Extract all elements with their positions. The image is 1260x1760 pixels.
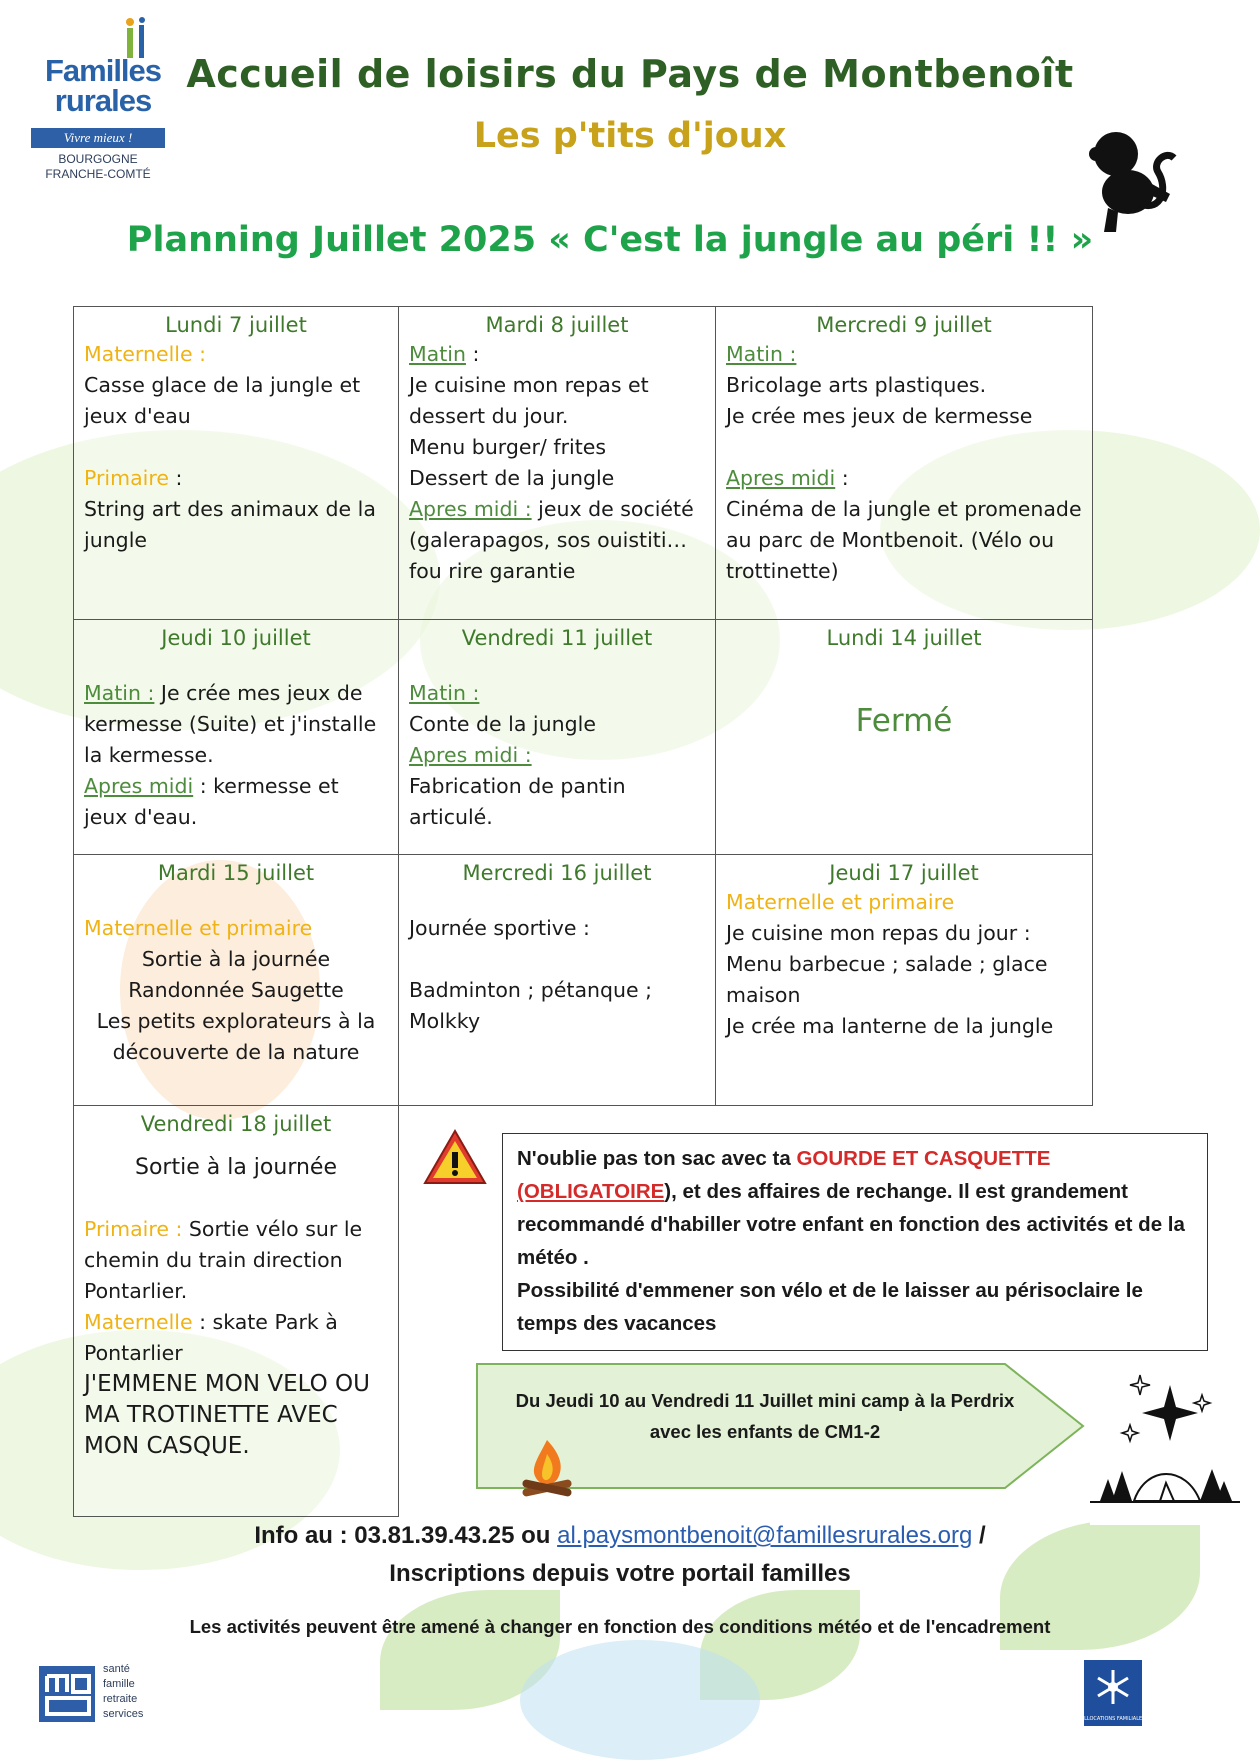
page-title: Accueil de loisirs du Pays de Montbenoît: [186, 52, 1074, 96]
activity-text: Cinéma de la jungle et promenade au parc de Montbenoit. (Vélo ou trottinette): [726, 497, 1089, 583]
activity-text: Je cuisine mon repas du jour : Menu barbecue ; salade ; glace maison Je crée ma lanterne de la jungle: [726, 921, 1054, 1038]
caf-label: ALLOCATIONS FAMILIALES: [1080, 1716, 1146, 1722]
reminder-highlight: GOURDE ET CASQUETTE: [796, 1147, 1051, 1170]
activity-text: Journée sportive :: [409, 916, 590, 940]
warning-icon: [422, 1128, 488, 1186]
day-heading: Lundi 7 juillet: [165, 313, 307, 337]
label-apres-midi: Apres midi: [726, 466, 836, 490]
reminder-text: N'oublie pas ton sac avec ta GOURDE ET CASQUETTE (OBLIGATOIRE), et des affaires de rechange. Il est grandement recommandé d'habiller votre enfant en fonction des activités et de la météo .: [517, 1147, 1185, 1269]
activity-text: Fabrication de pantin articulé.: [409, 774, 633, 829]
logo-tagline: Vivre mieux !: [31, 128, 165, 148]
label-apres-midi: Apres midi: [84, 774, 194, 798]
msa-logo: [35, 1646, 165, 1742]
activity-text: : skate Park à Pontarlier: [84, 1310, 338, 1365]
label-apres-midi: Apres midi :: [409, 497, 532, 521]
monkey-silhouette-icon: [1078, 128, 1178, 240]
activity-text: Casse glace de la jungle et jeux d'eau: [84, 373, 367, 428]
snowflake-icon: [1080, 1660, 1146, 1726]
label-separator: :: [168, 466, 183, 490]
day-heading: Jeudi 17 juillet: [829, 861, 979, 885]
label-matin: Matin :: [726, 342, 797, 366]
activity-text: Conte de la jungle: [409, 712, 596, 736]
day-heading: Lundi 14 juillet: [826, 626, 982, 650]
label-primaire: Primaire :: [84, 1217, 183, 1241]
msa-label: santé famille retraite services: [103, 1663, 144, 1720]
label-maternelle: Maternelle: [84, 1310, 193, 1334]
msa-letters-icon: [39, 1666, 95, 1722]
page-subtitle: Les p'tits d'joux: [473, 116, 787, 156]
activity-text: String art des animaux de la jungle: [84, 497, 383, 552]
day-cell-lundi-7: [73, 306, 399, 620]
day-cell-lundi-14: [715, 619, 1093, 855]
day-heading: Mercredi 9 juillet: [816, 313, 992, 337]
caf-logo: [1046, 1652, 1180, 1734]
camp-announcement: Du Jeudi 10 au Vendredi 11 Juillet mini camp à la Perdrix avec les enfants de CM1-2: [515, 1390, 1015, 1442]
reminder-box: [502, 1133, 1208, 1351]
contact-email-link[interactable]: al.paysmontbenoit@famillesrurales.org: [557, 1522, 973, 1549]
activity-text: Je cuisine mon repas et dessert du jour. Menu burger/ frites Dessert de la jungle: [409, 373, 649, 490]
caf-mark: [1080, 1660, 1146, 1726]
activity-text: Je crée mes jeux de kermesse (Suite) et j'installe la kermesse.: [84, 681, 377, 767]
contact-phone: Info au : 03.81.39.43.25 ou: [254, 1522, 558, 1549]
label-matin: Matin :: [409, 681, 480, 705]
activity-text: : kermesse et jeux d'eau.: [84, 774, 339, 829]
label-separator: :: [835, 466, 849, 490]
disclaimer-note: Les activités peuvent être amené à changer en fonction des conditions météo et de l'encadrement: [189, 1616, 1051, 1637]
day-cell-mardi-8: [398, 306, 716, 620]
label-matin: Matin: [409, 342, 466, 366]
day-cell-vendredi-18: [73, 1105, 399, 1517]
inscriptions-line: Inscriptions depuis votre portail familles: [389, 1560, 851, 1587]
logo-wordmark: Familles rurales: [44, 53, 162, 118]
day-heading: Mardi 8 juillet: [485, 313, 629, 337]
contact-line: Info au : 03.81.39.43.25 ou al.paysmontbenoit@famillesrurales.org /: [254, 1522, 986, 1549]
day-cell-mercredi-9: [715, 306, 1093, 620]
activity-text: jeux de société (galerapagos, sos ouistiti… fou rire garantie: [409, 497, 694, 583]
day-heading: Mardi 15 juillet: [157, 861, 315, 885]
reminder-bike-text: Possibilité d'emmener son vélo et de le laisser au périsoclaire le temps des vacances: [517, 1279, 1143, 1335]
logo-region: BOURGOGNE FRANCHE-COMTÉ: [45, 152, 151, 181]
campfire-icon: [512, 1436, 582, 1498]
closed-label: Fermé: [855, 703, 953, 739]
activity-text: Sortie à la journée Randonnée Saugette Les petits explorateurs à la découverte de la nature: [96, 947, 376, 1064]
day-cell-mardi-15: [73, 854, 399, 1106]
equipment-reminder: J'EMMENE MON VELO OU MA TROTINETTE AVEC MON CASQUE.: [84, 1371, 378, 1459]
day-cell-mercredi-16: [398, 854, 716, 1106]
label-apres-midi: Apres midi :: [409, 743, 532, 767]
familles-rurales-logo: [28, 16, 178, 186]
day-heading: Vendredi 18 juillet: [140, 1112, 332, 1136]
msa-mark: [39, 1666, 95, 1722]
label-primaire: Primaire: [84, 466, 169, 490]
day-cell-jeudi-10: [73, 619, 399, 855]
day-heading: Jeudi 10 juillet: [161, 626, 311, 650]
activity-text: Badminton ; pétanque ; Molkky: [409, 978, 659, 1033]
day-cell-jeudi-17: [715, 854, 1093, 1106]
planning-title: Planning Juillet 2025 « C'est la jungle au péri !! »: [126, 220, 1094, 260]
day-heading: Vendredi 11 juillet: [461, 626, 653, 650]
tent-stars-icon: [1090, 1365, 1240, 1525]
label-maternelle: Maternelle :: [84, 342, 206, 366]
label-separator: :: [465, 342, 480, 366]
activity-text: Bricolage arts plastiques. Je crée mes jeux de kermesse: [726, 373, 1033, 428]
day-cell-vendredi-11: [398, 619, 716, 855]
label-maternelle-primaire: Maternelle et primaire: [84, 916, 313, 940]
activity-text: Sortie à la journée: [135, 1155, 337, 1180]
activity-text: Sortie vélo sur le chemin du train direction Pontarlier.: [84, 1217, 363, 1303]
label-maternelle-primaire: Maternelle et primaire: [726, 890, 955, 914]
label-matin: Matin :: [84, 681, 155, 705]
reminder-mandatory: (OBLIGATOIRE: [517, 1180, 665, 1203]
day-heading: Mercredi 16 juillet: [462, 861, 652, 885]
